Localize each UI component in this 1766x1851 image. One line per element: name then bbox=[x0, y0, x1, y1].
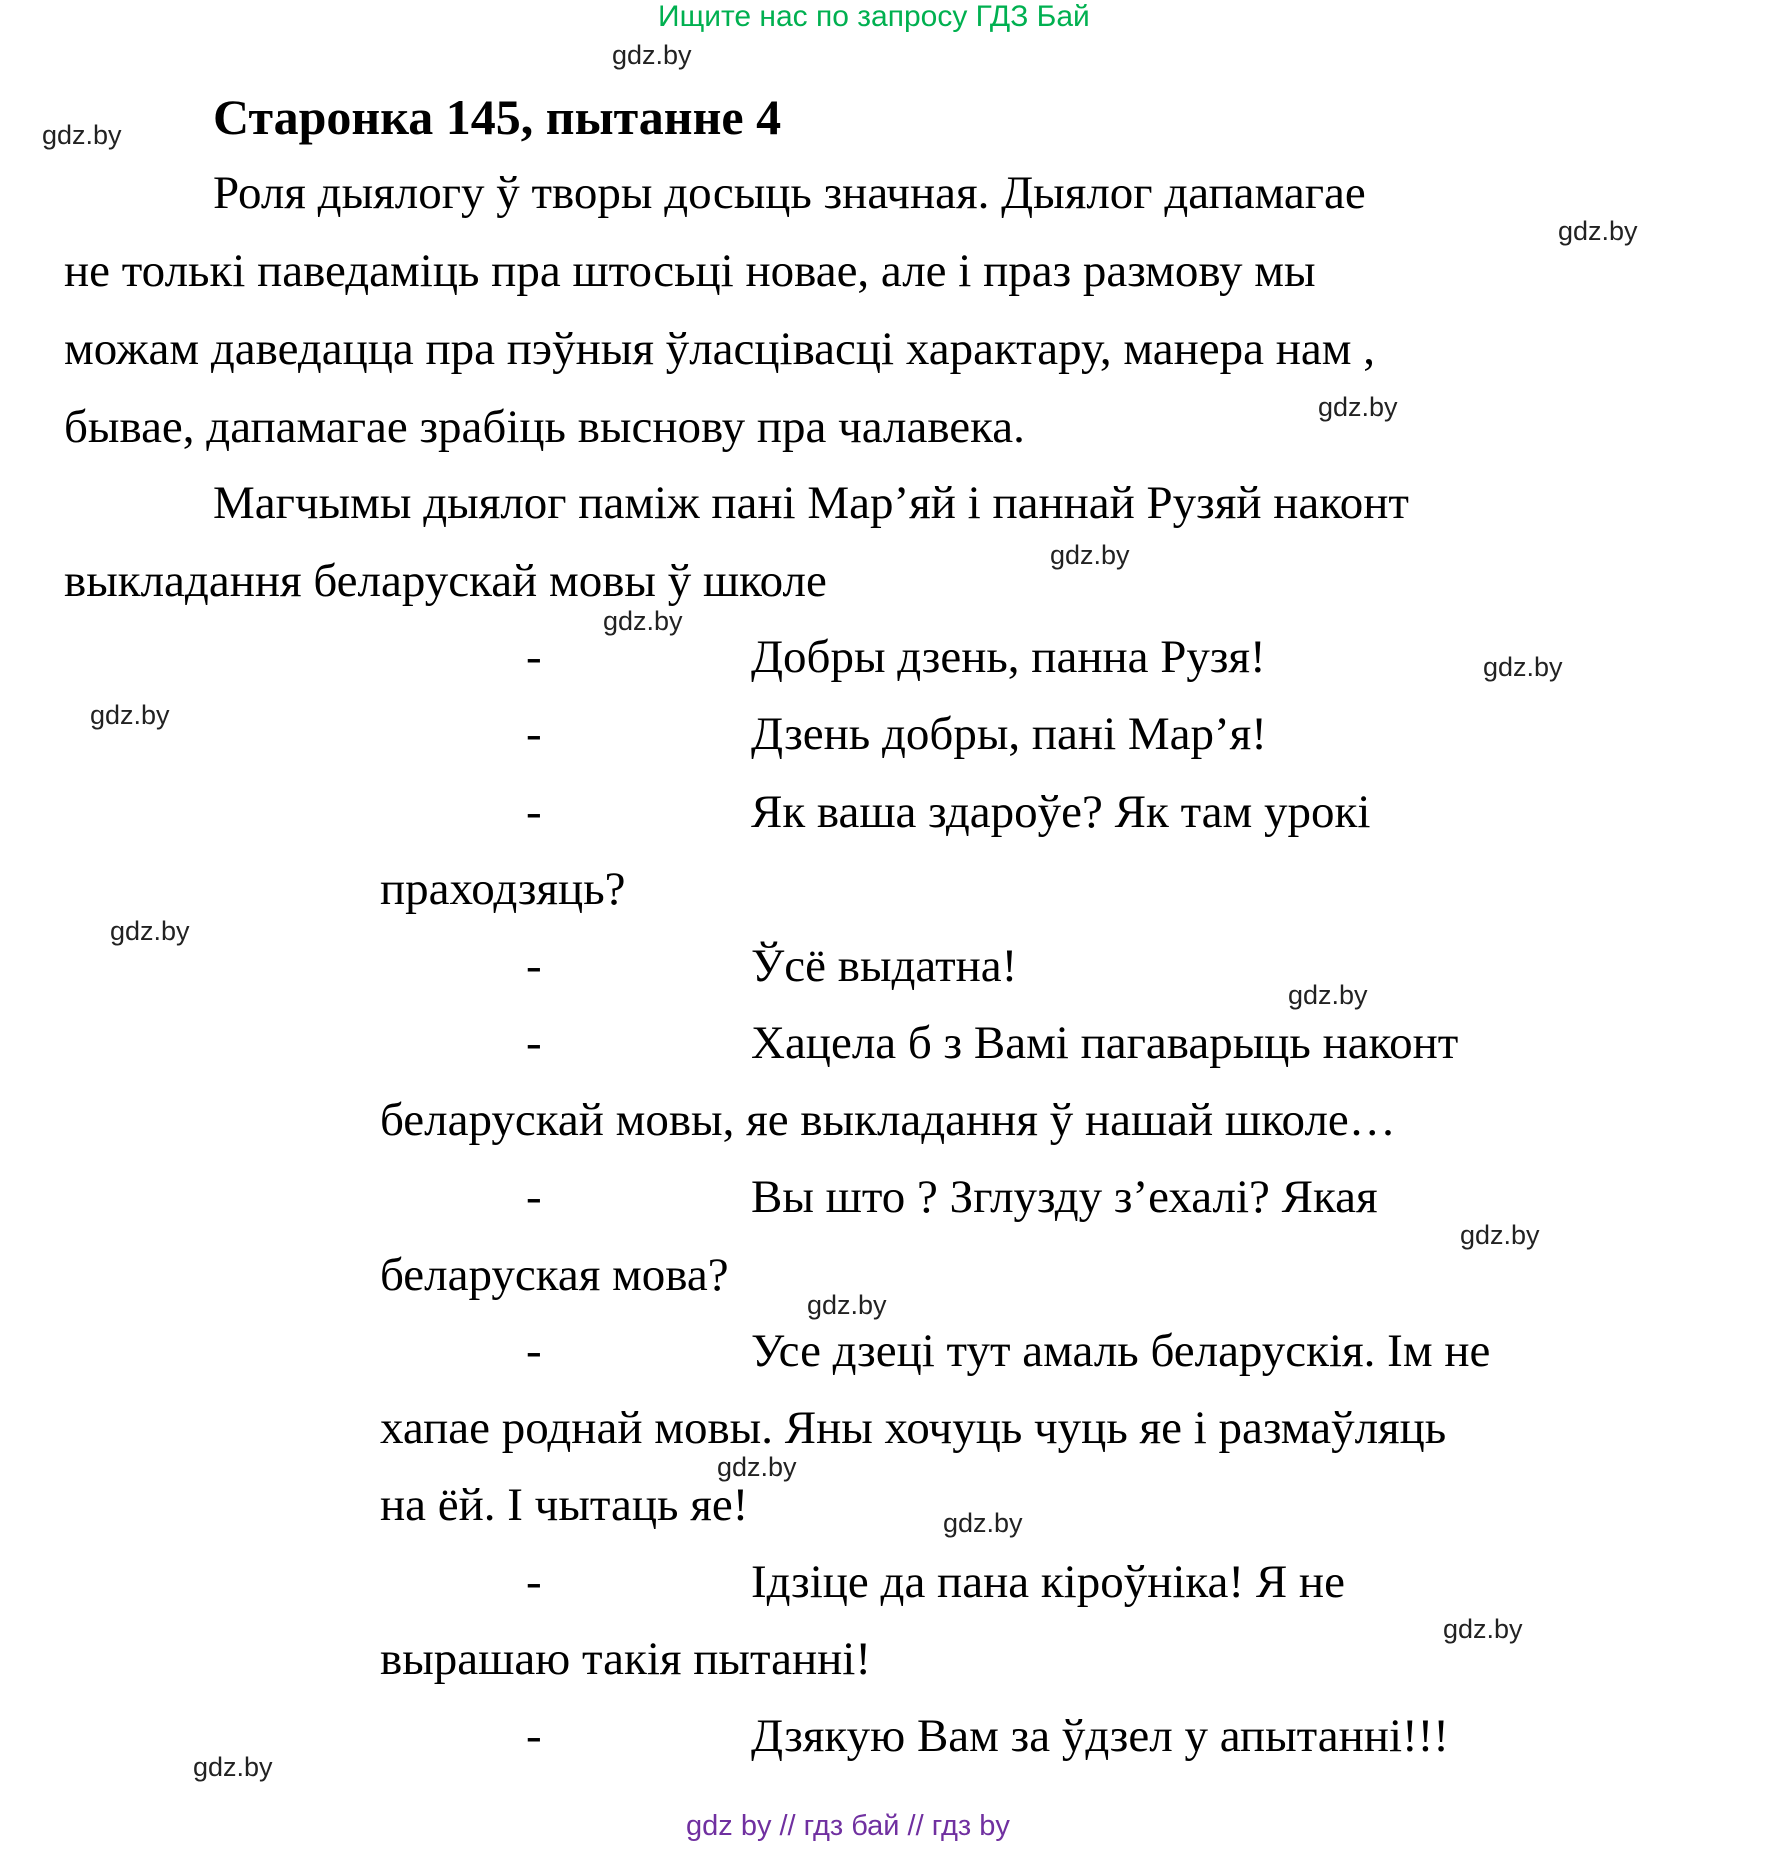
dialogue-line-4: Ўсё выдатна! bbox=[751, 940, 1018, 992]
paragraph-1-line-2: не толькі паведаміць пра штосьці новае, але і праз размову мы bbox=[64, 245, 1316, 297]
dialogue-dash: - bbox=[526, 1325, 542, 1377]
dialogue-dash: - bbox=[526, 631, 542, 683]
search-banner: Ищите нас по запросу ГДЗ Бай bbox=[658, 0, 1090, 33]
dialogue-line-8: Ідзіце да пана кіроўніка! Я не bbox=[751, 1556, 1345, 1608]
dialogue-line-7: Усе дзеці тут амаль беларускія. Ім не bbox=[751, 1325, 1491, 1377]
watermark: gdz.by bbox=[1460, 1220, 1540, 1250]
dialogue-line-7-continued-2: на ёй. І чытаць яе! bbox=[380, 1479, 749, 1531]
dialogue-dash: - bbox=[526, 1556, 542, 1608]
dialogue-dash: - bbox=[526, 940, 542, 992]
dialogue-line-3-continued: праходзяць? bbox=[380, 863, 626, 915]
dialogue-line-1: Добры дзень, панна Рузя! bbox=[751, 631, 1266, 683]
watermark: gdz.by bbox=[1483, 652, 1563, 682]
footer-watermark: gdz by // гдз бай // гдз by bbox=[686, 1810, 1010, 1842]
paragraph-1-line-1: Роля дыялогу ў творы досыць значная. Дыялог дапамагае bbox=[213, 167, 1366, 219]
watermark: gdz.by bbox=[110, 916, 190, 946]
page-title: Старонка 145, пытанне 4 bbox=[213, 89, 782, 145]
dialogue-line-8-continued: вырашаю такія пытанні! bbox=[380, 1633, 871, 1685]
dialogue-line-5: Хацела б з Вамі пагаварыць наконт bbox=[751, 1017, 1459, 1069]
watermark: gdz.by bbox=[1558, 216, 1638, 246]
dialogue-line-6-continued: беларуская мова? bbox=[380, 1249, 729, 1301]
dialogue-line-6: Вы што ? Зглузду з’ехалі? Якая bbox=[751, 1171, 1378, 1223]
watermark: gdz.by bbox=[193, 1752, 273, 1782]
paragraph-2-line-2: выкладання беларускай мовы ў школе bbox=[64, 555, 827, 607]
watermark: gdz.by bbox=[90, 700, 170, 730]
watermark: gdz.by bbox=[1443, 1614, 1523, 1644]
dialogue-dash: - bbox=[526, 1017, 542, 1069]
paragraph-1-line-4: бывае, дапамагае зрабіць выснову пра чалавека. bbox=[64, 401, 1025, 453]
dialogue-dash: - bbox=[526, 786, 542, 838]
dialogue-dash: - bbox=[526, 1710, 542, 1762]
dialogue-line-5-continued: беларускай мовы, яе выкладання ў нашай школе… bbox=[380, 1094, 1396, 1146]
dialogue-dash: - bbox=[526, 708, 542, 760]
watermark: gdz.by bbox=[943, 1508, 1023, 1538]
watermark: gdz.by bbox=[717, 1452, 797, 1482]
watermark: gdz.by bbox=[1288, 980, 1368, 1010]
paragraph-1-line-3: можам даведацца пра пэўныя ўласцівасці характару, манера нам , bbox=[64, 323, 1375, 375]
watermark: gdz.by bbox=[603, 606, 683, 636]
dialogue-line-9: Дзякую Вам за ўдзел у апытанні!!! bbox=[751, 1710, 1449, 1762]
watermark: gdz.by bbox=[612, 40, 692, 70]
dialogue-line-7-continued: хапае роднай мовы. Яны хочуць чуць яе і размаўляць bbox=[380, 1402, 1447, 1454]
watermark: gdz.by bbox=[807, 1290, 887, 1320]
watermark: gdz.by bbox=[42, 120, 122, 150]
watermark: gdz.by bbox=[1050, 540, 1130, 570]
watermark: gdz.by bbox=[1318, 392, 1398, 422]
dialogue-line-3: Як ваша здароўе? Як там урокі bbox=[751, 786, 1371, 838]
dialogue-dash: - bbox=[526, 1171, 542, 1223]
dialogue-line-2: Дзень добры, пані Мар’я! bbox=[751, 708, 1267, 760]
paragraph-2-line-1: Магчымы дыялог паміж пані Мар’яй і паннай Рузяй наконт bbox=[213, 477, 1409, 529]
